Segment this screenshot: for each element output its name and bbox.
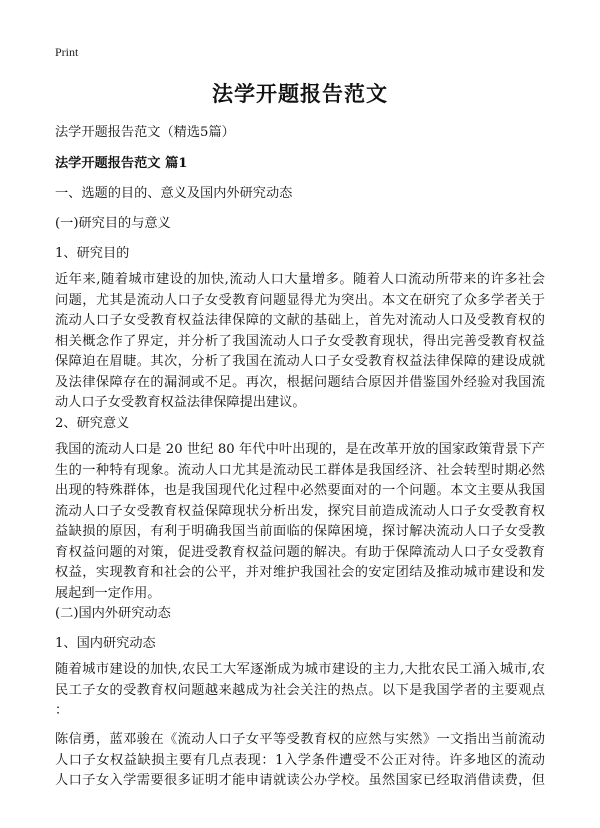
paragraph-line: 民工子女的受教育权问题越来越成为社会关注的热点。以下是我国学者的主要观点	[55, 682, 545, 698]
paragraph-line: 流动人口子女受教育权益法律保障的文献的基础上，首先对流动人口及受教育权的	[55, 313, 545, 328]
paragraph-line: 权益，实现教育和社会的公平，并对维护我国社会的安定团结及推动城市建设和发	[55, 565, 545, 580]
heading-1: 一、选题的目的、意义及国内外研究动态	[55, 186, 293, 201]
paragraph-line: 随着城市建设的加快,农民工大军逐渐成为城市建设的主力,大批农民工涌入城市,农	[55, 662, 545, 677]
paragraph-significance	[55, 440, 545, 604]
paragraph-line: 人口子女入学需要很多证明才能申请就读公办学校。虽然国家已经取消借读费，但	[55, 773, 545, 788]
document-subtitle: 法学开题报告范文（精选5篇）	[55, 125, 235, 140]
paragraph-line: 育权益问题的对策，促进受教育权益问题的解决。有助于保障流动人口子女受教育	[55, 544, 545, 560]
paragraph-line: 及法律保障存在的漏洞或不足。再次，根据问题结合原因并借鉴国外经验对我国流	[55, 374, 545, 390]
paragraph-line: 我国的流动人口是 20 世纪 80 年代中叶出现的，是在改革开放的国家政策背景下产	[55, 442, 545, 457]
heading-1-1: (一)研究目的与意义	[55, 216, 171, 231]
paragraph-line: 保障迫在眉睫。其次，分析了我国在流动人口子女受教育权益法律保障的建设成就	[55, 354, 545, 369]
paragraph-line: 流动人口子女受教育权益保障现状分析出发，探究目前造成流动人口子女受教育权	[55, 503, 545, 519]
heading-1-2: (二)国内外研究动态	[55, 606, 171, 621]
paragraph-line: 动人口子女受教育权益法律保障提出建议。	[55, 395, 306, 410]
paragraph-line: 生的一种特有现象。流动人口尤其是流动民工群体是我国经济、社会转型时期必然	[55, 462, 545, 478]
heading-domestic: 1、国内研究动态	[55, 636, 156, 651]
paragraph-line: ：	[55, 703, 69, 718]
print-label: Print	[55, 45, 79, 59]
heading-significance: 2、研究意义	[55, 416, 130, 431]
paragraph-line: 展起到一定作用。	[55, 585, 161, 601]
heading-purpose: 1、研究目的	[55, 246, 130, 261]
paragraph-line: 相关概念作了界定，并分析了我国流动人口子女受教育现状，得出完善受教育权益	[55, 333, 545, 349]
paragraph-line: 出现的特殊群体，也是我国现代化过程中必然要面对的一个问题。本文主要从我国	[55, 483, 545, 498]
section-title: 法学开题报告范文 篇1	[55, 156, 188, 171]
document-title: 法学开题报告范文	[212, 82, 388, 106]
paragraph-line: 陈信勇，蓝邓骏在《流动人口子女平等受教育权的应然与实然》一文指出当前流动	[55, 732, 545, 747]
paragraph-line: 问题，尤其是流动人口子女受教育问题显得尤为突出。本文在研究了众多学者关于	[55, 292, 545, 308]
paragraph-line: 人口子女权益缺损主要有几点表现：1入学条件遭受不公正对待。许多地区的流动	[55, 752, 545, 768]
paragraph-line: 益缺损的原因，有利于明确我国当前面临的保障困境，探讨解决流动人口子女受教	[55, 524, 545, 539]
paragraph-domestic	[55, 660, 545, 722]
paragraph-purpose	[55, 270, 545, 414]
paragraph-chen	[55, 730, 545, 792]
paragraph-line: 近年来,随着城市建设的加快,流动人口大量增多。随着人口流动所带来的许多社会	[55, 272, 545, 287]
